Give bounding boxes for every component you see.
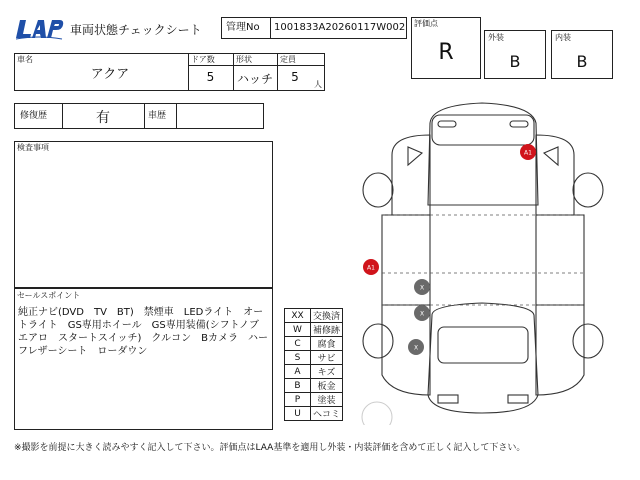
- legend-meaning: 補修跡: [311, 323, 343, 337]
- capacity-value: 5: [291, 70, 299, 84]
- wheel-front-right: [573, 173, 603, 207]
- inspection-box: [14, 141, 273, 288]
- legend-row: [285, 351, 343, 365]
- selling-points-label: セールスポイント: [17, 291, 81, 300]
- legend-row: [285, 407, 343, 421]
- legend-code: P: [285, 393, 311, 407]
- capacity-label: 定員: [280, 55, 296, 64]
- front-right-fender: [536, 135, 574, 215]
- damage-mark-x: [408, 339, 424, 355]
- rear-right-quarter: [536, 305, 584, 395]
- selling-points-text: 純正ナビ(DVD TV BT) 禁煙車 LEDライト オートライト GS専用ホイール GS専用装備(シフトノブ エアロ スタートスイッチ) クルコン Bカメラ ハーフレザーシート ローダウン: [18, 307, 269, 357]
- doors-label: ドア数: [191, 55, 215, 64]
- damage-mark-a1: [363, 259, 379, 275]
- headlight-left: [438, 121, 456, 127]
- repair-label: 修復歴: [20, 111, 48, 121]
- taillight-left: [438, 395, 458, 403]
- legend-code: W: [285, 323, 311, 337]
- score-label: 評価点: [414, 19, 438, 28]
- legend-code: XX: [285, 309, 311, 323]
- interior-label: 内装: [555, 33, 571, 42]
- damage-legend-table: [284, 308, 343, 421]
- legend-code: A: [285, 365, 311, 379]
- legend-code: C: [285, 337, 311, 351]
- mgmt-number: 1001833A20260117W002: [274, 22, 406, 33]
- svg-text:X: X: [419, 310, 425, 318]
- capacity-unit: 人: [314, 80, 322, 89]
- inspection-label: 検査事項: [17, 143, 49, 152]
- car-body-diagram: [352, 95, 614, 425]
- legend-code: S: [285, 351, 311, 365]
- mgmt-label: 管理No: [226, 22, 260, 33]
- shape-value: ハッチ: [236, 72, 273, 86]
- exterior-label: 外装: [488, 33, 504, 42]
- svg-text:X: X: [419, 284, 425, 292]
- legend-meaning: 板金: [311, 379, 343, 393]
- interior-value: B: [576, 52, 588, 71]
- legend-row: [285, 379, 343, 393]
- svg-text:A1: A1: [524, 149, 532, 157]
- rear-window-outline: [438, 327, 528, 363]
- legend-meaning: サビ: [311, 351, 343, 365]
- legend-row: [285, 309, 343, 323]
- car-name-label: 車名: [17, 55, 33, 64]
- legend-meaning: キズ: [311, 365, 343, 379]
- front-left-fender: [392, 135, 430, 215]
- legend-meaning: ヘコミ: [311, 407, 343, 421]
- legend-row: [285, 323, 343, 337]
- car-name-value: アクア: [90, 67, 130, 82]
- damage-mark-x: [414, 279, 430, 295]
- legend-row: [285, 365, 343, 379]
- wheel-rear-left: [363, 324, 393, 358]
- legend-row: [285, 337, 343, 351]
- spare-tire-outline: [362, 402, 392, 425]
- taillight-right: [508, 395, 528, 403]
- footnote: ※撮影を前提に大きく読みやすく記入して下さい。評価点はLAA基準を適用し外装・内装評価を含めて正しく記入して下さい。: [14, 443, 526, 453]
- svg-text:A1: A1: [367, 264, 375, 272]
- wheel-front-left: [363, 173, 393, 207]
- car-history-label: 車歴: [148, 111, 167, 121]
- legend-code: U: [285, 407, 311, 421]
- sheet-title: 車両状態チェックシート: [70, 23, 202, 37]
- damage-mark-a1: [520, 144, 536, 160]
- score-value: R: [438, 40, 454, 65]
- svg-text:X: X: [413, 344, 419, 352]
- mirror-right: [544, 147, 558, 165]
- wheel-rear-right: [573, 324, 603, 358]
- mirror-left: [408, 147, 422, 165]
- laa-logo: [14, 18, 64, 40]
- shape-label: 形状: [236, 55, 252, 64]
- legend-row: [285, 393, 343, 407]
- legend-code: B: [285, 379, 311, 393]
- windshield-outline: [432, 115, 534, 145]
- damage-mark-x: [414, 305, 430, 321]
- rear-outline: [428, 303, 538, 413]
- doors-value: 5: [206, 70, 215, 84]
- headlight-right: [510, 121, 528, 127]
- exterior-value: B: [509, 52, 521, 71]
- legend-meaning: 交換済: [311, 309, 343, 323]
- repair-value: 有: [96, 110, 110, 126]
- right-door-panel: [536, 215, 584, 305]
- legend-meaning: 塗装: [311, 393, 343, 407]
- legend-meaning: 腐食: [311, 337, 343, 351]
